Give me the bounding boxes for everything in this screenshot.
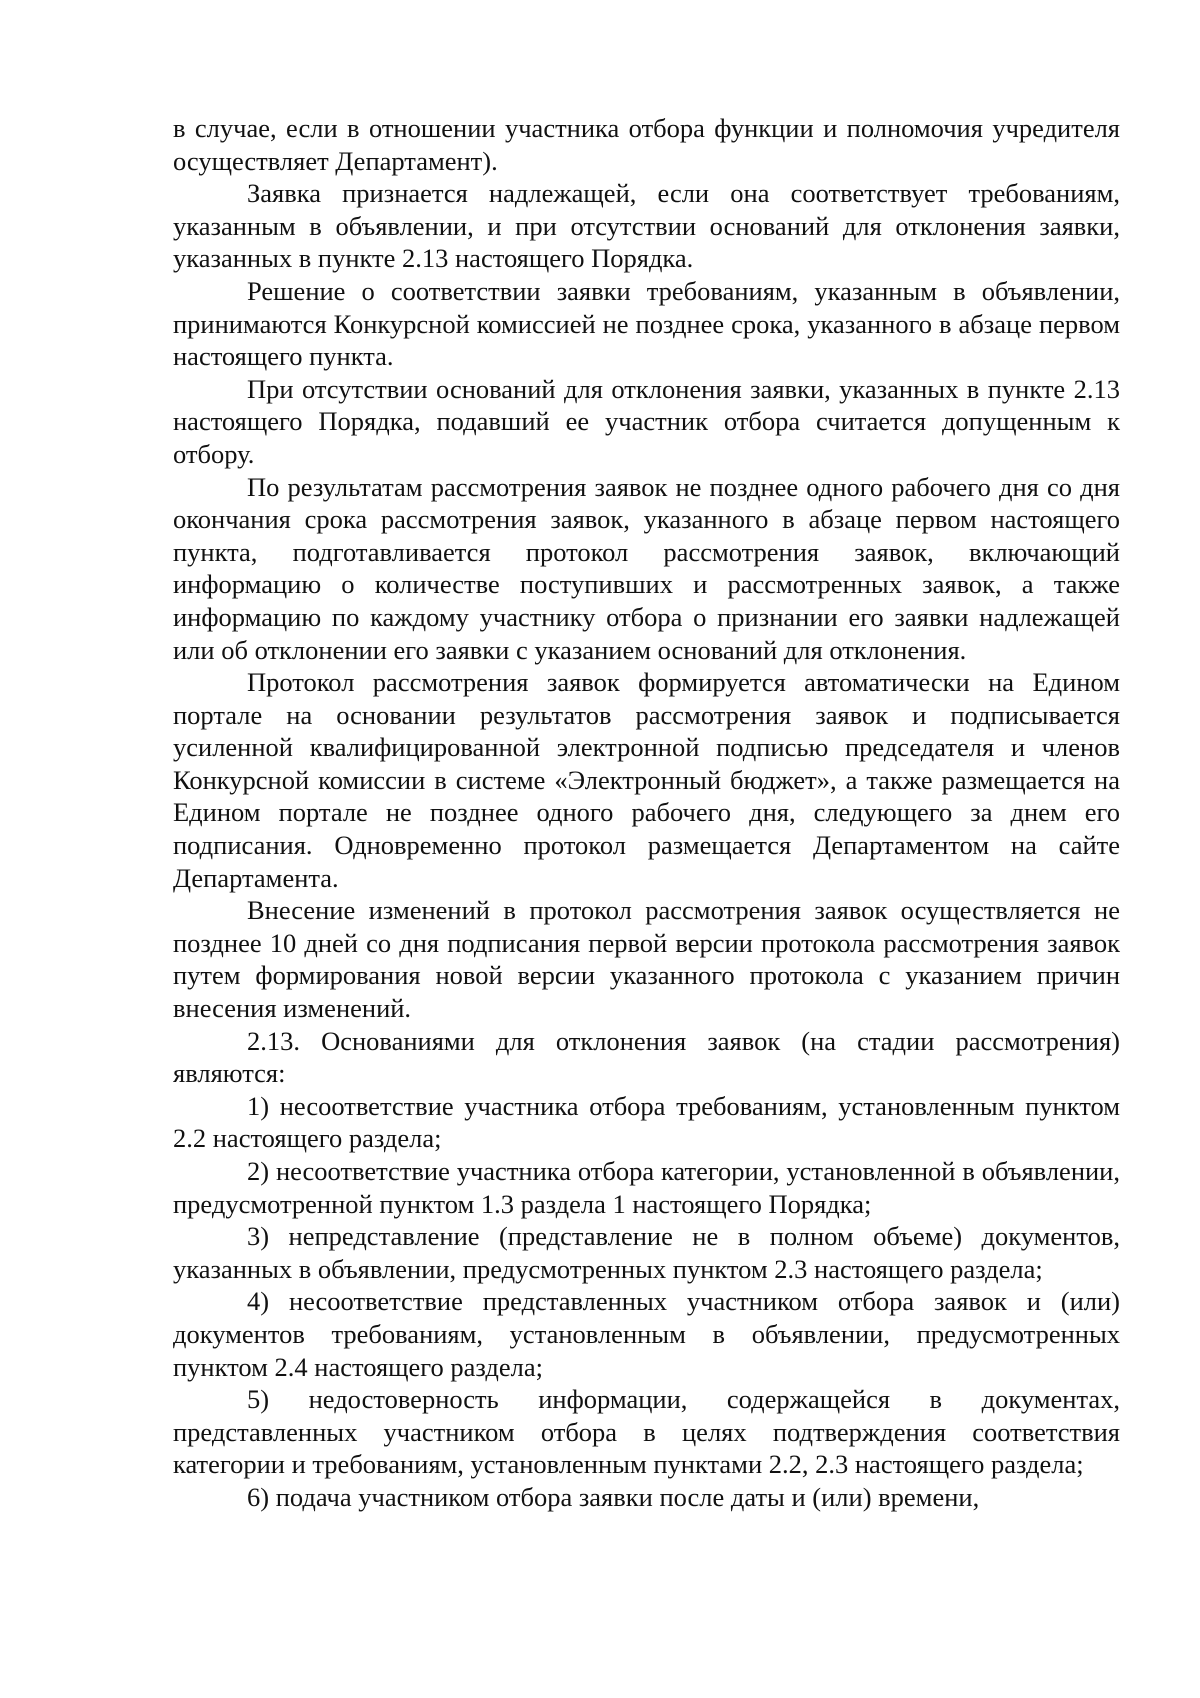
paragraph-review-results: По результатам рассмотрения заявок не позднее одного рабочего дня со дня окончания срока рассмотрения заявок, указанного в абзаце первом настоящего пункта, подготавливается протокол рассмотрения заявок, включающий информацию о количестве поступивших и рассмотренных заявок, а также информацию по каждому участнику отбора о признании его заявки надлежащей или об отклонении его заявки с указанием оснований для отклонения. [173,471,1120,665]
list-item-1: 1) несоответствие участника отбора требованиям, установленным пунктом 2.2 настоящего раздела; [173,1090,1120,1154]
list-item-2: 2) несоответствие участника отбора категории, установленной в объявлении, предусмотренной пунктом 1.3 раздела 1 настоящего Порядка; [173,1156,1120,1219]
list-item-6: 6) подача участником отбора заявки после даты и (или) времени, [247,1481,980,1512]
paragraph-continuation: в случае, если в отношении участника отбора функции и полномочия учредителя осуществляет Департамент). [173,113,1120,176]
paragraph-admission: При отсутствии оснований для отклонения заявки, указанных в пункте 2.13 настоящего Порядка, подавший ее участник отбора считается допущенным к отбору. [173,373,1120,469]
paragraph-compliance-decision: Решение о соответствии заявки требованиям, указанным в объявлении, принимаются Конкурсной комиссией не позднее срока, указанного в абзаце первом настоящего пункта. [173,275,1120,372]
paragraph-section-2-13: 2.13. Основаниями для отклонения заявок (на стадии рассмотрения) являются: [173,1025,1120,1089]
paragraph-application-proper: Заявка признается надлежащей, если она соответствует требованиям, указанным в объявлении, и при отсутствии оснований для отклонения заявки, указанных в пункте 2.13 настоящего Порядка. [173,178,1120,274]
paragraph-protocol-formation: Протокол рассмотрения заявок формируется автоматически на Едином портале на основании результатов рассмотрения заявок и подписывается усиленной квалифицированной электронной подписью председателя и членов Конкурсной комиссии в системе «Электронный бюджет», а также размещается на Едином портале не позднее одного рабочего дня, следующего за днем его подписания. Одновременно протокол размещается Департаментом на сайте Департамента. [173,667,1120,893]
document-page [173,112,1120,1514]
list-item-3: 3) непредставление (представление не в полном объеме) документов, указанных в объявлении, предусмотренных пунктом 2.3 настоящего раздела; [173,1221,1120,1284]
paragraph-protocol-changes: Внесение изменений в протокол рассмотрения заявок осуществляется не позднее 10 дней со дня подписания первой версии протокола рассмотрения заявок путем формирования новой версии указанного протокола с указанием причин внесения изменений. [173,895,1120,1024]
list-item-5: 5) недостоверность информации, содержащейся в документах, представленных участником отбора в целях подтверждения соответствия категории и требованиям, установленным пунктами 2.2, 2.3 настоящего раздела; [173,1384,1120,1480]
list-item-4: 4) несоответствие представленных участником отбора заявок и (или) документов требованиям, установленным в объявлении, предусмотренных пунктом 2.4 настоящего раздела; [173,1286,1120,1382]
